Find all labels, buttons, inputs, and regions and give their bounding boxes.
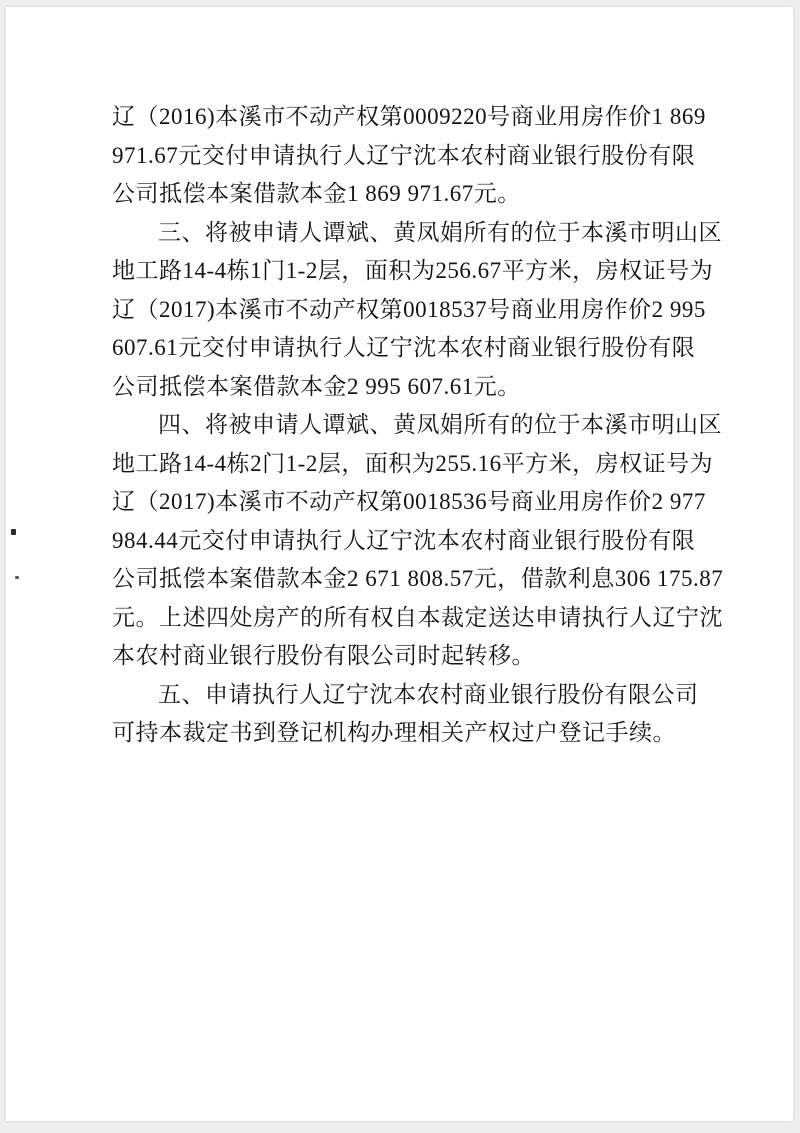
text-line: 地工路14-4栋2门1-2层，面积为255.16平方米，房权证号为 <box>112 450 714 476</box>
text-line: 公司抵偿本案借款本金2 995 607.61元。 <box>112 373 521 399</box>
text-line: 可持本裁定书到登记机构办理相关产权过户登记手续。 <box>112 720 676 745</box>
text-line: 地工路14-4栋1门1-2层，面积为256.67平方米，房权证号为 <box>112 258 714 283</box>
text-line: 辽（2017)本溪市不动产权第0018536号商业用房作价2 977 <box>112 489 706 514</box>
text-line: 984.44元交付申请执行人辽宁沈本农村商业银行股份有限 <box>112 527 696 553</box>
text-line: 971.67元交付申请执行人辽宁沈本农村商业银行股份有限 <box>112 142 696 168</box>
text-line: 三、将被申请人谭斌、黄凤娟所有的位于本溪市明山区 <box>158 219 722 245</box>
text-line: 元。上述四处房产的所有权自本裁定送达申请执行人辽宁沈 <box>112 604 723 630</box>
text-line: 辽（2017)本溪市不动产权第0018537号商业用房作价2 995 <box>112 296 706 322</box>
document-text-block <box>112 98 724 753</box>
text-line: 607.61元交付申请执行人辽宁沈本农村商业银行股份有限 <box>112 335 696 360</box>
text-line: 辽（2016)本溪市不动产权第0009220号商业用房作价1 869 <box>112 104 706 129</box>
text-line: 公司抵偿本案借款本金1 869 971.67元。 <box>112 181 521 206</box>
text-line: 公司抵偿本案借款本金2 671 808.57元，借款利息306 175.87 <box>112 566 724 591</box>
document-page <box>6 7 793 1121</box>
text-line: 本农村商业银行股份有限公司时起转移。 <box>112 643 535 668</box>
text-line: 五、申请执行人辽宁沈本农村商业银行股份有限公司 <box>158 681 699 707</box>
ink-speck <box>15 576 19 579</box>
ink-speck <box>11 529 16 535</box>
text-line: 四、将被申请人谭斌、黄凤娟所有的位于本溪市明山区 <box>158 412 722 437</box>
